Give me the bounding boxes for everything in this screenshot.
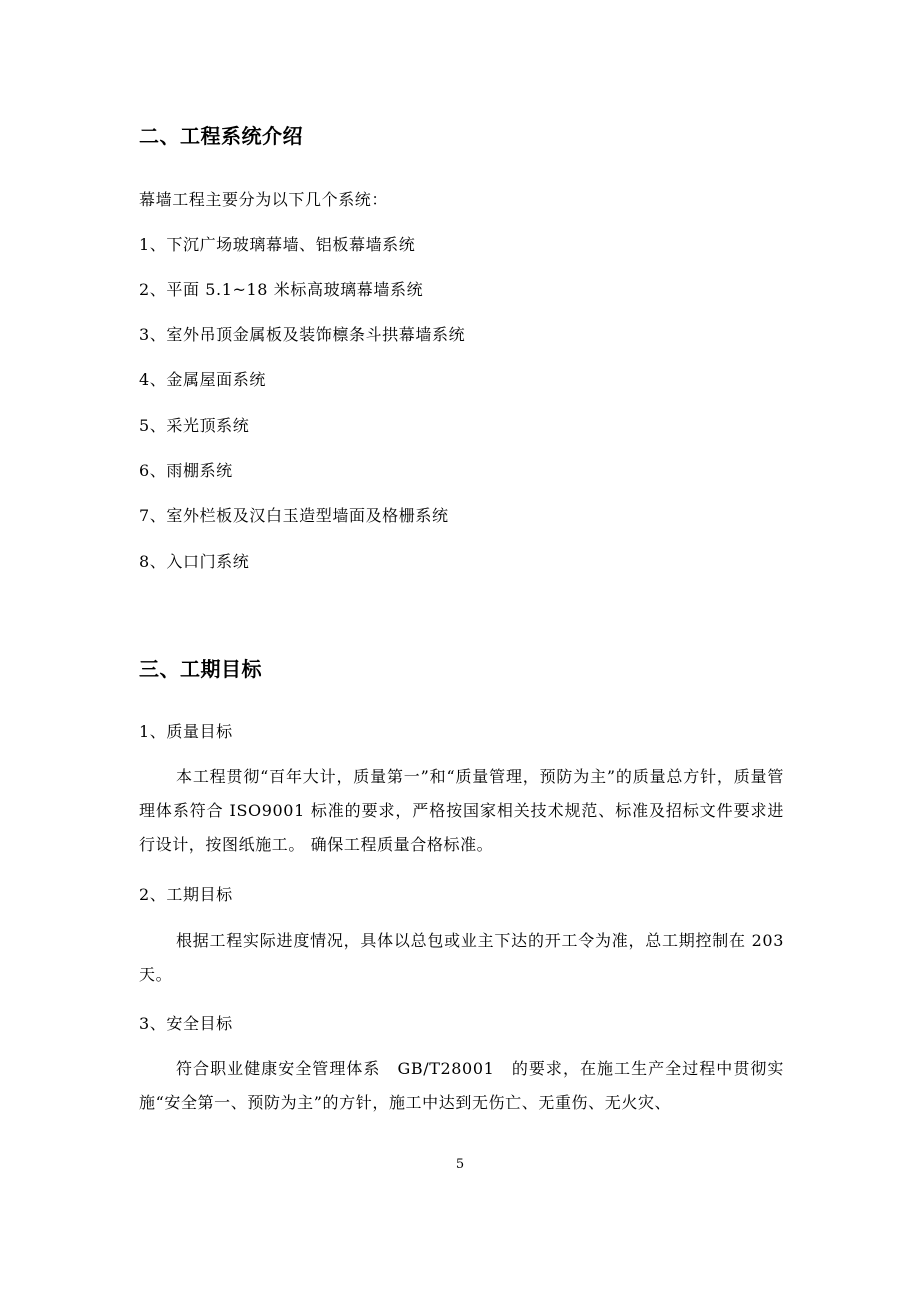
system-item: 5、采光顶系统 — [139, 416, 250, 435]
system-item: 1、下沉广场玻璃幕墙、铝板幕墙系统 — [139, 235, 416, 254]
system-item: 2、平面 5.1~18 米标高玻璃幕墙系统 — [139, 280, 424, 299]
system-item: 4、金属屋面系统 — [139, 370, 266, 389]
system-item: 3、室外吊顶金属板及装饰檩条斗拱幕墙系统 — [139, 325, 466, 344]
section-3-heading: 三、工期目标 — [139, 657, 262, 681]
schedule-goal-title: 2、工期目标 — [139, 885, 233, 904]
system-item: 8、入口门系统 — [139, 552, 250, 571]
schedule-goal-text: 根据工程实际进度情况，具体以总包或业主下达的开工令为准，总工期控制在 203 天。 — [139, 931, 784, 984]
safety-goal-title: 3、安全目标 — [139, 1014, 233, 1033]
quality-goal-title: 1、质量目标 — [139, 722, 233, 741]
section-2-intro: 幕墙工程主要分为以下几个系统： — [139, 190, 389, 209]
page-number: 5 — [455, 1157, 465, 1172]
system-item: 6、雨棚系统 — [139, 461, 233, 480]
system-item: 7、室外栏板及汉白玉造型墙面及格栅系统 — [139, 506, 449, 525]
safety-goal-text: 符合职业健康安全管理体系 GB/T28001 的要求，在施工生产全过程中贯彻实施“安全第一、预防为主”的方针，施工中达到无伤亡、无重伤、无火灾、 — [139, 1059, 784, 1112]
quality-goal-text: 本工程贯彻“百年大计，质量第一”和“质量管理，预防为主”的质量总方针，质量管理体系符合 ISO9001 标准的要求，严格按国家相关技术规范、标准及招标文件要求进行设计，按图纸施工。 确保工程质量合格标准。 — [139, 767, 784, 854]
section-2-heading: 二、工程系统介绍 — [139, 124, 303, 148]
